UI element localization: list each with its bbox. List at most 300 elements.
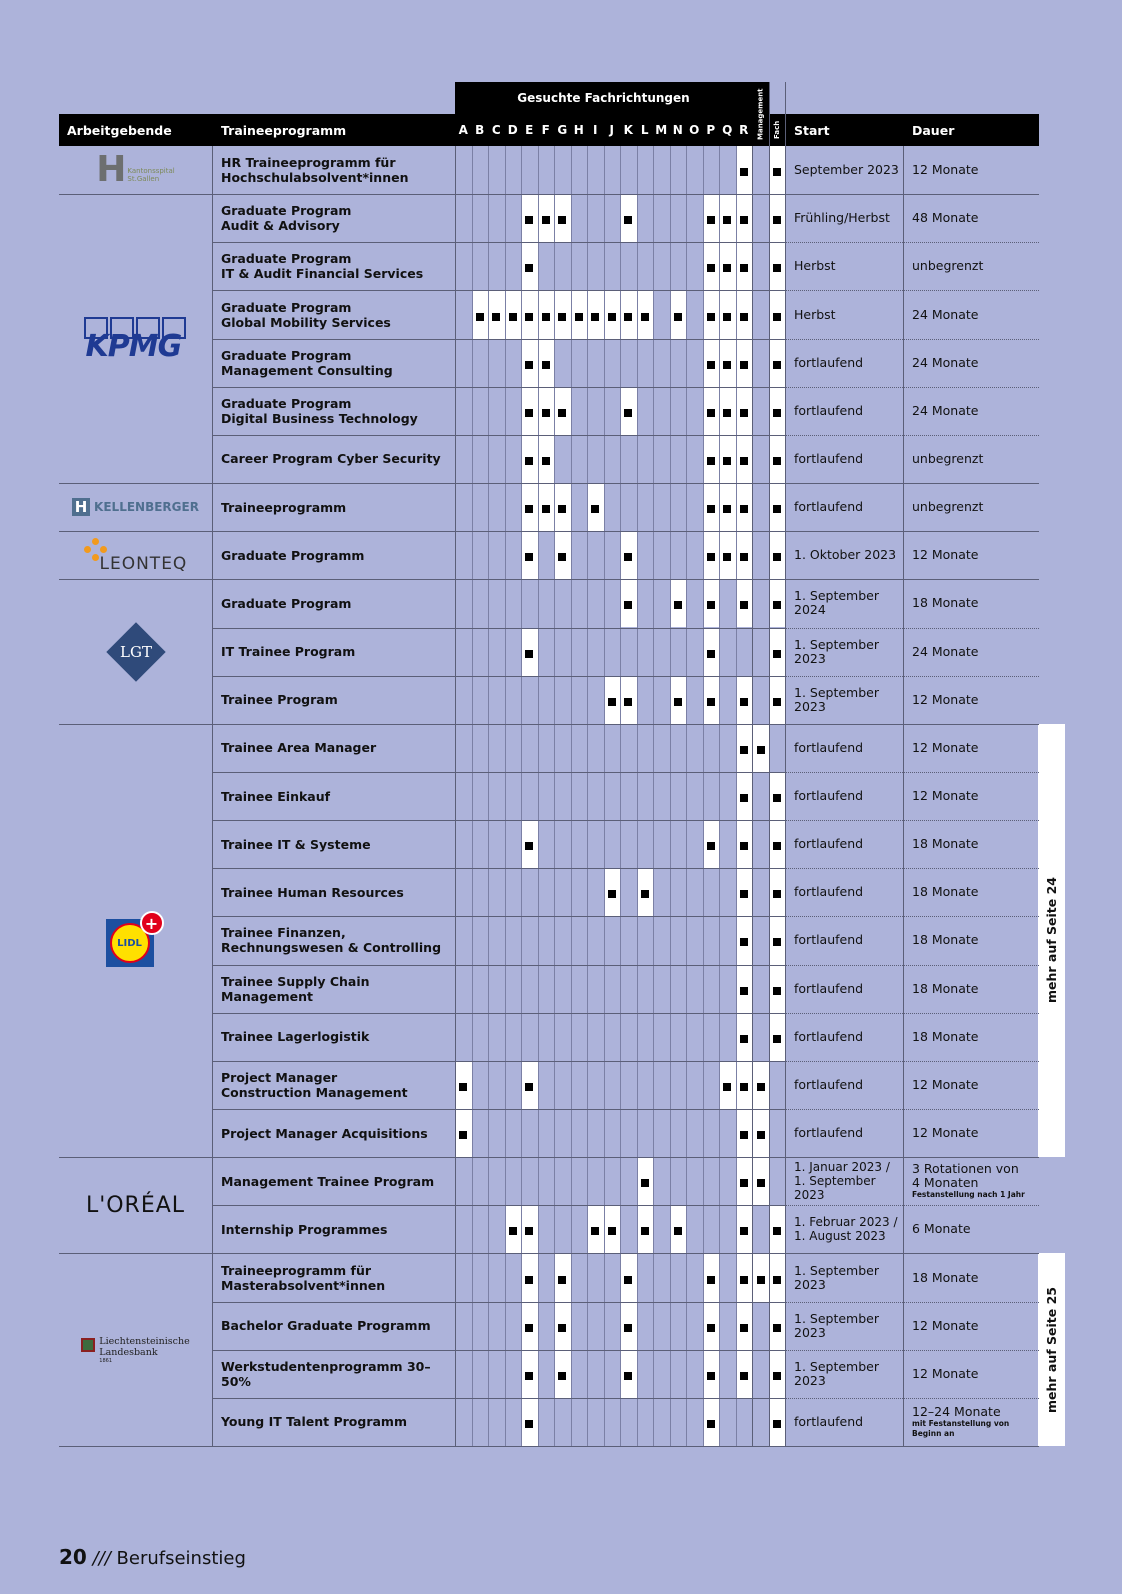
duration-value: unbegrenzt bbox=[912, 499, 984, 515]
mark-square bbox=[591, 1227, 599, 1235]
mark-square bbox=[707, 1276, 715, 1284]
lidl-logo-text: LIDL bbox=[117, 937, 142, 949]
mark-square bbox=[674, 698, 682, 706]
mark-square-fach bbox=[773, 409, 781, 417]
loreal-logo-text: L'ORÉAL bbox=[85, 1192, 186, 1218]
mark-square bbox=[525, 1324, 533, 1332]
page-number: 20 bbox=[59, 1545, 87, 1569]
mark-square bbox=[740, 264, 748, 272]
mark-square bbox=[558, 505, 566, 513]
duration-value: 12 Monate bbox=[912, 162, 979, 178]
mark-square-fach bbox=[773, 1324, 781, 1332]
mark-square bbox=[608, 698, 616, 706]
header-program: Traineeprogramm bbox=[212, 114, 455, 146]
side-note-link[interactable] bbox=[1038, 1253, 1065, 1446]
mark-square bbox=[591, 505, 599, 513]
mark-square bbox=[525, 361, 533, 369]
mark-square-fach bbox=[773, 216, 781, 224]
mark-square bbox=[641, 890, 649, 898]
start-value: 1. Februar 2023 / 1. August 2023 bbox=[794, 1215, 898, 1244]
program-name: Career Program Cyber Security bbox=[221, 451, 441, 467]
duration-value: 24 Monate bbox=[912, 354, 979, 370]
mark-square bbox=[723, 1083, 731, 1091]
employer-logo-5: LIDL + bbox=[59, 724, 212, 1157]
grid-vline bbox=[785, 82, 786, 1446]
mark-square-fach bbox=[773, 650, 781, 658]
header-letter-l: L bbox=[640, 123, 649, 137]
mark-square bbox=[558, 1372, 566, 1380]
mark-square bbox=[525, 650, 533, 658]
start-value: 1. Januar 2023 / 1. September 2023 bbox=[794, 1160, 890, 1203]
employer-logo-2: H KELLENBERGER bbox=[59, 483, 212, 531]
start-value: fortlaufend bbox=[794, 884, 864, 900]
mark-square bbox=[740, 409, 748, 417]
mark-square bbox=[707, 505, 715, 513]
side-note-text: mehr auf Seite 25 bbox=[1044, 1286, 1059, 1413]
start-value: 1. September 2023 bbox=[794, 636, 879, 666]
header-letter-p: P bbox=[706, 123, 716, 137]
mark-square bbox=[459, 1131, 467, 1139]
duration-value: 18 Monate bbox=[912, 1028, 979, 1044]
mark-square bbox=[624, 1276, 632, 1284]
mark-square bbox=[558, 409, 566, 417]
employer-logo-0 bbox=[59, 146, 212, 194]
duration-cell bbox=[912, 531, 1036, 579]
start-value: Herbst bbox=[794, 306, 836, 322]
mark-square bbox=[723, 457, 731, 465]
side-note-text: mehr auf Seite 24 bbox=[1044, 877, 1059, 1004]
mark-square bbox=[624, 1372, 632, 1380]
mark-square bbox=[542, 313, 550, 321]
duration-cell bbox=[912, 1253, 1036, 1301]
mark-square bbox=[740, 601, 748, 609]
duration-value: 12 Monate bbox=[912, 788, 979, 803]
mark-square bbox=[740, 216, 748, 224]
program-name: Trainee Human Resources bbox=[221, 884, 404, 900]
duration-cell bbox=[912, 916, 1036, 964]
mark-square bbox=[641, 313, 649, 321]
duration-cell bbox=[912, 820, 1036, 868]
mark-square bbox=[624, 313, 632, 321]
mark-square bbox=[707, 361, 715, 369]
start-value: 1. September 2023 bbox=[794, 684, 879, 714]
header-letter-c: C bbox=[491, 123, 501, 137]
grid-vline bbox=[670, 146, 671, 1446]
duration-cell bbox=[912, 242, 1036, 290]
llb-logo-year: 1861 bbox=[99, 1357, 113, 1364]
duration-value: 12 Monate bbox=[912, 1317, 979, 1333]
start-value: fortlaufend bbox=[794, 402, 864, 418]
mark-square-management bbox=[757, 746, 765, 754]
mark-square bbox=[723, 553, 731, 561]
duration-value: unbegrenzt bbox=[912, 450, 984, 466]
program-name: Internship Programmes bbox=[221, 1221, 388, 1237]
grid-vline bbox=[604, 146, 605, 1446]
mark-square-fach bbox=[773, 553, 781, 561]
duration-value: 3 Rotationen von 4 Monaten bbox=[912, 1161, 1019, 1191]
mark-square-fach bbox=[773, 698, 781, 706]
grid-vline bbox=[620, 146, 621, 1446]
mark-square-fach bbox=[773, 842, 781, 850]
mark-square-fach bbox=[773, 987, 781, 995]
duration-value: 12 Monate bbox=[912, 691, 979, 707]
start-value: 1. September 2024 bbox=[794, 588, 879, 618]
mark-square bbox=[707, 457, 715, 465]
mark-square bbox=[525, 505, 533, 513]
start-value: 1. September 2023 bbox=[794, 1310, 879, 1340]
duration-cell bbox=[912, 1157, 1036, 1205]
mark-square bbox=[740, 1324, 748, 1332]
page-footer bbox=[59, 1545, 246, 1569]
mark-square bbox=[525, 216, 533, 224]
mark-square bbox=[608, 313, 616, 321]
mark-square bbox=[740, 938, 748, 946]
duration-note: mit Festanstellung von Beginn an bbox=[912, 1418, 1010, 1438]
trainee-table bbox=[59, 82, 1059, 1458]
start-value: September 2023 bbox=[794, 162, 899, 178]
duration-cell bbox=[912, 1013, 1036, 1061]
mark-square bbox=[707, 409, 715, 417]
footer-separator: /// bbox=[92, 1548, 111, 1569]
start-value: fortlaufend bbox=[794, 739, 864, 755]
program-name: Trainee Program bbox=[221, 692, 338, 708]
program-name: Graduate Program Global Mobility Services bbox=[221, 299, 391, 330]
mark-square bbox=[740, 1035, 748, 1043]
mark-square bbox=[740, 553, 748, 561]
mark-square bbox=[624, 409, 632, 417]
mark-square-fach bbox=[773, 264, 781, 272]
mark-square bbox=[509, 1227, 517, 1235]
mark-square bbox=[707, 1324, 715, 1332]
mark-square bbox=[542, 216, 550, 224]
grid-vline bbox=[703, 146, 704, 1446]
mark-square bbox=[707, 842, 715, 850]
employer-logo-3 bbox=[59, 531, 212, 579]
grid-vline bbox=[769, 82, 770, 1446]
start-value: Frühling/Herbst bbox=[794, 210, 890, 226]
program-name: Graduate Program Management Consulting bbox=[221, 347, 393, 378]
duration-cell bbox=[912, 1109, 1036, 1157]
header-letter-b: B bbox=[475, 123, 485, 137]
mark-square bbox=[674, 601, 682, 609]
start-value: Herbst bbox=[794, 258, 836, 274]
leonteq-logo-text: LEONTEQ bbox=[99, 554, 188, 575]
duration-cell bbox=[912, 339, 1036, 387]
program-name: Project Manager Construction Management bbox=[221, 1069, 408, 1100]
mark-square bbox=[525, 264, 533, 272]
mark-square bbox=[740, 794, 748, 802]
duration-value: 24 Monate bbox=[912, 643, 979, 659]
program-name: Trainee Supply Chain Management bbox=[221, 973, 370, 1004]
mark-square-fach bbox=[773, 1035, 781, 1043]
mark-square bbox=[723, 313, 731, 321]
kpmg-logo-text: KPMG bbox=[85, 328, 182, 364]
duration-value: 12 Monate bbox=[912, 1076, 979, 1092]
program-name: Trainee Lagerlogistik bbox=[221, 1029, 370, 1045]
kellenberger-logo-text: KELLENBERGER bbox=[94, 500, 199, 515]
mark-square-fach bbox=[773, 361, 781, 369]
program-name: Young IT Talent Programm bbox=[221, 1414, 407, 1430]
program-name: Graduate Program IT & Audit Financial Services bbox=[221, 251, 424, 282]
mark-square-management bbox=[757, 1276, 765, 1284]
header-letter-o: O bbox=[689, 123, 700, 137]
start-value: fortlaufend bbox=[794, 450, 864, 466]
duration-value: 18 Monate bbox=[912, 932, 979, 948]
header-letter-m: M bbox=[655, 123, 668, 137]
header-letter-i: I bbox=[593, 123, 598, 137]
duration-value: 12 Monate bbox=[912, 547, 979, 563]
duration-cell bbox=[912, 483, 1036, 531]
mark-square-management bbox=[757, 1131, 765, 1139]
mark-square-fach bbox=[773, 1420, 781, 1428]
header-employer: Arbeitgebende bbox=[59, 114, 212, 146]
mark-square bbox=[740, 361, 748, 369]
grid-vline bbox=[455, 146, 456, 1446]
grid-vline bbox=[538, 146, 539, 1446]
start-value: fortlaufend bbox=[794, 499, 864, 515]
employer-logo-1 bbox=[59, 194, 212, 483]
grid-vline bbox=[554, 146, 555, 1446]
mark-square-fach bbox=[773, 890, 781, 898]
start-value: fortlaufend bbox=[794, 980, 864, 996]
mark-square bbox=[707, 313, 715, 321]
start-value: fortlaufend bbox=[794, 1125, 864, 1141]
duration-value: 6 Monate bbox=[912, 1221, 971, 1237]
mark-square bbox=[558, 313, 566, 321]
duration-cell bbox=[912, 1350, 1036, 1398]
start-value: fortlaufend bbox=[794, 1076, 864, 1092]
duration-value: 18 Monate bbox=[912, 884, 979, 900]
mark-square bbox=[707, 264, 715, 272]
mark-square bbox=[723, 216, 731, 224]
mark-square bbox=[624, 553, 632, 561]
mark-square-management bbox=[757, 1083, 765, 1091]
mark-square bbox=[740, 1276, 748, 1284]
duration-cell bbox=[912, 290, 1036, 338]
header-management: Management bbox=[752, 82, 769, 146]
program-name: Bachelor Graduate Programm bbox=[221, 1318, 431, 1334]
header-letter-d: D bbox=[507, 123, 518, 137]
grid-vline bbox=[505, 146, 506, 1446]
mark-square bbox=[525, 842, 533, 850]
employer-logo-4 bbox=[59, 579, 212, 723]
duration-value: 24 Monate bbox=[912, 306, 979, 322]
duration-value: 18 Monate bbox=[912, 836, 979, 852]
mark-square-fach bbox=[773, 168, 781, 176]
duration-cell bbox=[912, 724, 1036, 772]
mark-square bbox=[740, 1179, 748, 1187]
start-value: fortlaufend bbox=[794, 836, 864, 852]
mark-square bbox=[624, 1324, 632, 1332]
mark-square bbox=[723, 409, 731, 417]
duration-cell bbox=[912, 387, 1036, 435]
mark-square bbox=[740, 1083, 748, 1091]
header-group-title: Gesuchte Fachrichtungen bbox=[455, 82, 752, 114]
duration-value: 12 Monate bbox=[912, 1125, 979, 1141]
header-letter-h: H bbox=[573, 123, 584, 137]
mark-square bbox=[575, 313, 583, 321]
duration-cell bbox=[912, 1302, 1036, 1350]
mark-square bbox=[476, 313, 484, 321]
duration-cell bbox=[912, 1398, 1036, 1446]
mark-square bbox=[740, 505, 748, 513]
start-value: fortlaufend bbox=[794, 1028, 864, 1044]
mark-square-fach bbox=[773, 794, 781, 802]
mark-square bbox=[740, 698, 748, 706]
duration-cell bbox=[912, 965, 1036, 1013]
start-value: 1. September 2023 bbox=[794, 1358, 879, 1388]
program-name: IT Trainee Program bbox=[221, 644, 356, 660]
mark-square bbox=[740, 168, 748, 176]
duration-note: Festanstellung nach 1 Jahr bbox=[912, 1190, 1025, 1200]
ksg-logo-text: Kantonsspital St.Gallen bbox=[127, 167, 175, 184]
mark-square bbox=[492, 313, 500, 321]
grid-vline bbox=[488, 146, 489, 1446]
mark-square bbox=[525, 409, 533, 417]
mark-square bbox=[641, 1227, 649, 1235]
duration-cell bbox=[912, 146, 1036, 194]
mark-square-fach bbox=[773, 1227, 781, 1235]
duration-cell bbox=[912, 435, 1036, 483]
mark-square bbox=[740, 842, 748, 850]
mark-square bbox=[525, 553, 533, 561]
program-name: Graduate Program bbox=[221, 595, 352, 611]
duration-cell bbox=[912, 1061, 1036, 1109]
program-name: Trainee IT & Systeme bbox=[221, 836, 371, 852]
mark-square bbox=[740, 987, 748, 995]
grid-vline bbox=[719, 146, 720, 1446]
duration-value: 12 Monate bbox=[912, 739, 979, 755]
employer-logo-6 bbox=[59, 1157, 212, 1253]
mark-square bbox=[558, 553, 566, 561]
duration-value: 48 Monate bbox=[912, 210, 979, 226]
mark-square bbox=[525, 313, 533, 321]
mark-square-fach bbox=[773, 505, 781, 513]
header-letter-n: N bbox=[672, 123, 683, 137]
start-value: fortlaufend bbox=[794, 1413, 864, 1429]
grid-vline bbox=[736, 146, 737, 1446]
mark-square bbox=[525, 457, 533, 465]
mark-square bbox=[707, 698, 715, 706]
mark-square bbox=[542, 505, 550, 513]
start-value: fortlaufend bbox=[794, 932, 864, 948]
duration-cell bbox=[912, 194, 1036, 242]
start-value: fortlaufend bbox=[794, 354, 864, 370]
mark-square-fach bbox=[773, 313, 781, 321]
grid-vline bbox=[571, 146, 572, 1446]
header-start: Start bbox=[785, 114, 903, 146]
mark-square bbox=[525, 1276, 533, 1284]
grid-vline bbox=[752, 146, 753, 1446]
program-name: Graduate Programm bbox=[221, 547, 365, 563]
grid-vline bbox=[653, 146, 654, 1446]
mark-square bbox=[740, 1372, 748, 1380]
program-name: Werkstudentenprogramm 30–50% bbox=[221, 1358, 431, 1389]
mark-square bbox=[608, 1227, 616, 1235]
header-letter-r: R bbox=[739, 123, 749, 137]
side-note-link[interactable] bbox=[1038, 724, 1065, 1157]
mark-square bbox=[525, 1227, 533, 1235]
mark-square bbox=[542, 361, 550, 369]
mark-square bbox=[591, 313, 599, 321]
duration-cell bbox=[912, 628, 1036, 676]
grid-vline bbox=[521, 146, 522, 1446]
grid-vline bbox=[903, 146, 904, 1446]
mark-square bbox=[608, 890, 616, 898]
mark-square bbox=[740, 746, 748, 754]
mark-square bbox=[740, 890, 748, 898]
grid-vline bbox=[212, 146, 213, 1446]
header-fach: Fach bbox=[769, 114, 785, 146]
duration-cell bbox=[912, 868, 1036, 916]
mark-square-fach bbox=[773, 457, 781, 465]
mark-square bbox=[459, 1083, 467, 1091]
mark-square bbox=[674, 313, 682, 321]
mark-square bbox=[624, 601, 632, 609]
duration-value: 12 Monate bbox=[912, 1365, 979, 1381]
llb-logo-text: Liechtensteinische Landesbank bbox=[99, 1335, 190, 1358]
mark-square bbox=[525, 1083, 533, 1091]
mark-square bbox=[624, 698, 632, 706]
duration-value: 12–24 Monate bbox=[912, 1403, 1001, 1419]
mark-square bbox=[558, 1276, 566, 1284]
duration-cell bbox=[912, 772, 1036, 820]
mark-square bbox=[740, 457, 748, 465]
start-value: 1. September 2023 bbox=[794, 1262, 879, 1292]
mark-square bbox=[707, 1372, 715, 1380]
header-letter-e: E bbox=[525, 123, 534, 137]
header-letter-f: F bbox=[541, 123, 550, 137]
employer-logo-7 bbox=[59, 1253, 212, 1446]
program-name: Project Manager Acquisitions bbox=[221, 1125, 428, 1141]
grid-vline bbox=[472, 146, 473, 1446]
header-duration: Dauer bbox=[903, 114, 1039, 146]
header-letter-g: G bbox=[557, 123, 568, 137]
lgt-logo-text: LGT bbox=[119, 642, 152, 661]
mark-square bbox=[558, 216, 566, 224]
mark-square bbox=[624, 216, 632, 224]
duration-cell bbox=[912, 1205, 1036, 1253]
duration-cell bbox=[912, 579, 1036, 627]
mark-square bbox=[740, 1227, 748, 1235]
duration-value: 18 Monate bbox=[912, 980, 979, 996]
mark-square bbox=[707, 650, 715, 658]
mark-square bbox=[723, 505, 731, 513]
header-letter-k: K bbox=[623, 123, 633, 137]
mark-square bbox=[674, 1227, 682, 1235]
program-name: Management Trainee Program bbox=[221, 1173, 435, 1189]
footer-section: Berufseinstieg bbox=[116, 1548, 246, 1569]
mark-square-fach bbox=[773, 1372, 781, 1380]
grid-vline bbox=[587, 146, 588, 1446]
mark-square bbox=[740, 1131, 748, 1139]
program-name: Trainee Einkauf bbox=[221, 788, 331, 804]
mark-square bbox=[707, 216, 715, 224]
ksg-logo-mark: H bbox=[96, 149, 125, 191]
program-name: Trainee Area Manager bbox=[221, 740, 377, 756]
mark-square bbox=[723, 361, 731, 369]
mark-square-fach bbox=[773, 1276, 781, 1284]
mark-square bbox=[525, 1420, 533, 1428]
mark-square bbox=[740, 313, 748, 321]
mark-square bbox=[707, 1420, 715, 1428]
grid-hline bbox=[59, 1446, 1039, 1447]
program-name: Graduate Program Audit & Advisory bbox=[221, 203, 352, 234]
program-name: HR Traineeprogramm für Hochschulabsolvent*innen bbox=[221, 155, 409, 186]
header-letter-j: J bbox=[609, 123, 614, 137]
mark-square bbox=[707, 553, 715, 561]
mark-square-management bbox=[757, 1179, 765, 1187]
